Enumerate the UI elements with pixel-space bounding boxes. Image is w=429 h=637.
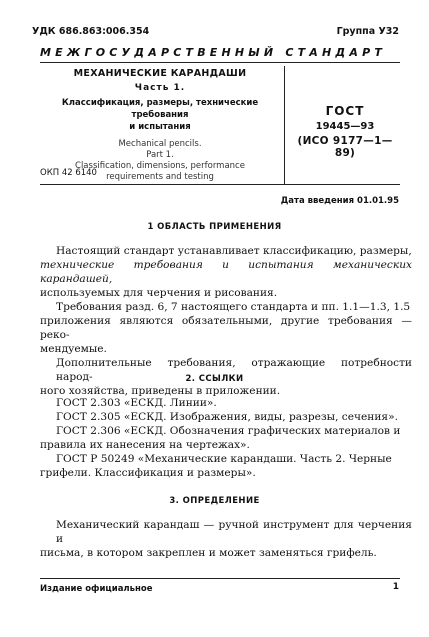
gost-label: ГОСТ xyxy=(325,104,365,118)
title-block xyxy=(40,68,280,183)
okp-code: ОКП 42 6140 xyxy=(40,168,97,178)
section-2-body xyxy=(40,396,412,480)
subtitle-en-line-2: requirements and testing xyxy=(106,172,214,182)
section-1-heading: 1 ОБЛАСТЬ ПРИМЕНЕНИЯ xyxy=(147,222,282,232)
interstate-standard-banner: МЕЖГОСУДАРСТВЕННЫЙ СТАНДАРТ xyxy=(40,46,387,59)
section-2-heading: 2. ССЫЛКИ xyxy=(185,374,244,384)
official-edition-label: Издание официальное xyxy=(40,584,153,594)
subtitle-ru-line-1: Классификация, размеры, технические требования xyxy=(61,98,259,120)
s3-p1-line-2: письма, в котором закреплен и может заменяться грифель. xyxy=(40,547,377,559)
subtitle-ru-line-2: и испытания xyxy=(129,122,191,132)
s2-ref-2: ГОСТ 2.305 «ЕСКД. Изображения, виды, разрезы, сечения». xyxy=(56,411,398,423)
subtitle-ru xyxy=(40,97,280,133)
introduction-date: Дата введения 01.01.95 xyxy=(280,196,399,206)
s1-p3-line-1: Дополнительные требования, отражающие потребности народ- xyxy=(56,357,412,383)
part-ru: Часть 1. xyxy=(134,83,186,93)
section-3-heading: 3. ОПРЕДЕЛЕНИЕ xyxy=(169,496,260,506)
s1-p1-line-2: технические требования и испытания механических карандашей, xyxy=(40,259,412,285)
s1-p1-line-1: Настоящий стандарт устанавливает классификацию, размеры, xyxy=(56,245,412,257)
gost-number: 19445—93 xyxy=(315,121,375,132)
title-divider xyxy=(284,66,285,184)
subtitle-en-line-1: Classification, dimensions, performance xyxy=(75,161,245,171)
s2-ref-3-line-2: правила их нанесения на чертежах». xyxy=(40,439,250,451)
iso-number: (ИСО 9177—1—89) xyxy=(297,135,393,159)
s2-ref-4-line-1: ГОСТ Р 50249 «Механические карандаши. Часть 2. Черные xyxy=(56,453,392,465)
udk-code: УДК 686.863:006.354 xyxy=(32,26,150,37)
s1-p2-line-1: Требования разд. 6, 7 настоящего стандарта и пп. 1.1—1.3, 1.5 xyxy=(56,301,411,313)
footer-rule xyxy=(40,578,400,579)
s1-p1-line-3: используемых для черчения и рисования. xyxy=(40,287,278,299)
s2-ref-1: ГОСТ 2.303 «ЕСКД. Линии». xyxy=(56,397,217,409)
s1-p3-line-2: ного хозяйства, приведены в приложении. xyxy=(40,385,281,397)
s3-p1-line-1: Механический карандаш — ручной инструмент для черчения и xyxy=(56,519,412,545)
group-code: Группа У32 xyxy=(336,26,399,37)
s2-ref-3-line-1: ГОСТ 2.306 «ЕСКД. Обозначения графических материалов и xyxy=(56,425,401,437)
top-rule xyxy=(40,62,400,63)
section-3-body xyxy=(40,518,412,560)
s1-p2-line-2: приложения являются обязательными, другие требования — реко- xyxy=(40,315,412,341)
s2-ref-4-line-2: грифели. Классификация и размеры». xyxy=(40,467,256,479)
s1-p2-line-3: мендуемые. xyxy=(40,343,107,355)
page-number: 1 xyxy=(392,582,399,592)
title-en-line: Mechanical pencils. xyxy=(118,139,202,149)
part-en-line: Part 1. xyxy=(146,150,174,160)
title-bottom-rule xyxy=(40,184,400,185)
title-ru: МЕХАНИЧЕСКИЕ КАРАНДАШИ xyxy=(73,68,247,79)
standard-number-block xyxy=(290,104,400,159)
